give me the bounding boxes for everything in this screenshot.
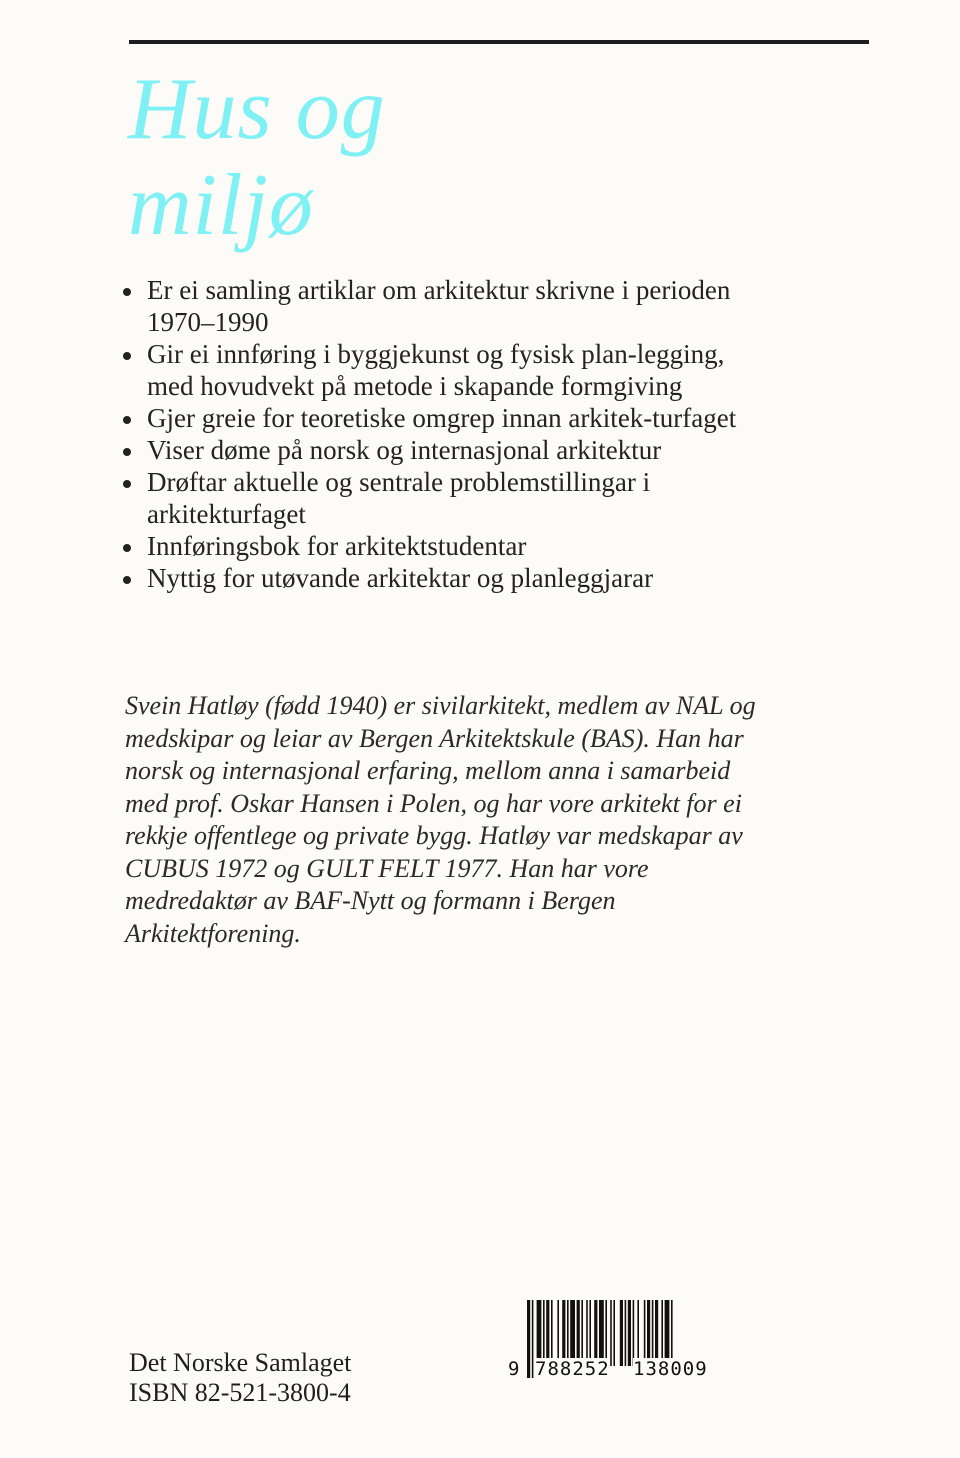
bullet-icon bbox=[123, 544, 131, 552]
barcode-bar bbox=[655, 1300, 658, 1366]
barcode-bar bbox=[586, 1300, 588, 1366]
bullet-icon bbox=[123, 352, 131, 360]
barcode-bar bbox=[628, 1300, 631, 1366]
barcode-bar bbox=[620, 1300, 623, 1366]
barcode-bar bbox=[543, 1300, 545, 1366]
feature-text: Gjer greie for teoretiske omgrep innan arkitek-turfaget bbox=[147, 403, 737, 433]
barcode-group-1: 788252 bbox=[535, 1358, 610, 1380]
barcode-bar bbox=[570, 1300, 575, 1366]
feature-item bbox=[120, 274, 760, 338]
book-title-line-2: miljø bbox=[128, 157, 314, 254]
barcode-bar bbox=[613, 1300, 615, 1366]
publisher-name: Det Norske Samlaget bbox=[129, 1348, 352, 1377]
barcode-bar bbox=[644, 1300, 646, 1366]
feature-list bbox=[120, 274, 760, 594]
author-bio: Svein Hatløy (fødd 1940) er sivilarkitekt, medlem av NAL og medskipar og leiar av Bergen Arkitektskule (BAS). Han har norsk og internasjonal erfaring, mellom anna i samarbeid med prof. Oskar Hansen i Polen, og har vore arkitekt for ei rekkje offentlege og private bygg. Hatløy var medskapar av CUBUS 1972 og GULT FELT 1977. Han har vore medredaktør av BAF-Nytt og formann i Bergen Arkitektforening. bbox=[125, 691, 756, 948]
top-rule bbox=[129, 40, 869, 44]
feature-text: Er ei samling artiklar om arkitektur skrivne i perioden 1970–1990 bbox=[147, 275, 731, 337]
feature-text: Viser døme på norsk og internasjonal arkitektur bbox=[147, 435, 662, 465]
barcode bbox=[505, 1300, 735, 1390]
barcode-bar bbox=[652, 1300, 654, 1366]
feature-text: Innføringsbok for arkitektstudentar bbox=[147, 531, 527, 561]
bullet-icon bbox=[123, 288, 131, 296]
barcode-bar bbox=[551, 1300, 553, 1366]
barcode-bar bbox=[546, 1300, 549, 1366]
barcode-bar bbox=[589, 1300, 591, 1366]
barcode-bar bbox=[562, 1300, 565, 1366]
feature-item bbox=[120, 338, 760, 402]
feature-text: Nyttig for utøvande arkitektar og planleggjarar bbox=[147, 563, 654, 593]
barcode-bar bbox=[661, 1300, 663, 1366]
bullet-icon bbox=[123, 416, 131, 424]
barcode-bar bbox=[633, 1300, 635, 1366]
barcode-bar bbox=[581, 1300, 583, 1366]
barcode-group-2: 138009 bbox=[633, 1358, 708, 1380]
isbn: ISBN 82-521-3800-4 bbox=[129, 1378, 351, 1407]
feature-item bbox=[120, 402, 760, 434]
feature-item bbox=[120, 466, 760, 530]
barcode-bar bbox=[527, 1300, 530, 1378]
feature-item bbox=[120, 434, 760, 466]
bullet-icon bbox=[123, 480, 131, 488]
barcode-lead-digit: 9 bbox=[508, 1358, 520, 1380]
barcode-bar bbox=[537, 1300, 542, 1366]
feature-text: Drøftar aktuelle og sentrale problemstillingar i arkitekturfaget bbox=[147, 467, 651, 529]
feature-item bbox=[120, 530, 760, 562]
barcode-bar bbox=[647, 1300, 650, 1366]
barcode-bar bbox=[532, 1300, 534, 1378]
feature-text: Gir ei innføring i byggjekunst og fysisk plan-legging, med hovudvekt på metode i skapande formgiving bbox=[147, 339, 725, 401]
bullet-icon bbox=[123, 448, 131, 456]
feature-item bbox=[120, 562, 760, 594]
barcode-bar bbox=[567, 1300, 569, 1366]
barcode-bar bbox=[625, 1300, 627, 1366]
barcode-bar bbox=[557, 1300, 559, 1366]
book-title-line-1: Hus og bbox=[128, 61, 386, 158]
barcode-bar bbox=[577, 1300, 580, 1366]
bullet-icon bbox=[123, 576, 131, 584]
barcode-bar bbox=[610, 1300, 612, 1366]
barcode-bar bbox=[605, 1300, 607, 1366]
book-title bbox=[128, 62, 386, 254]
barcode-bar bbox=[637, 1300, 639, 1366]
publisher-block bbox=[129, 1348, 351, 1408]
